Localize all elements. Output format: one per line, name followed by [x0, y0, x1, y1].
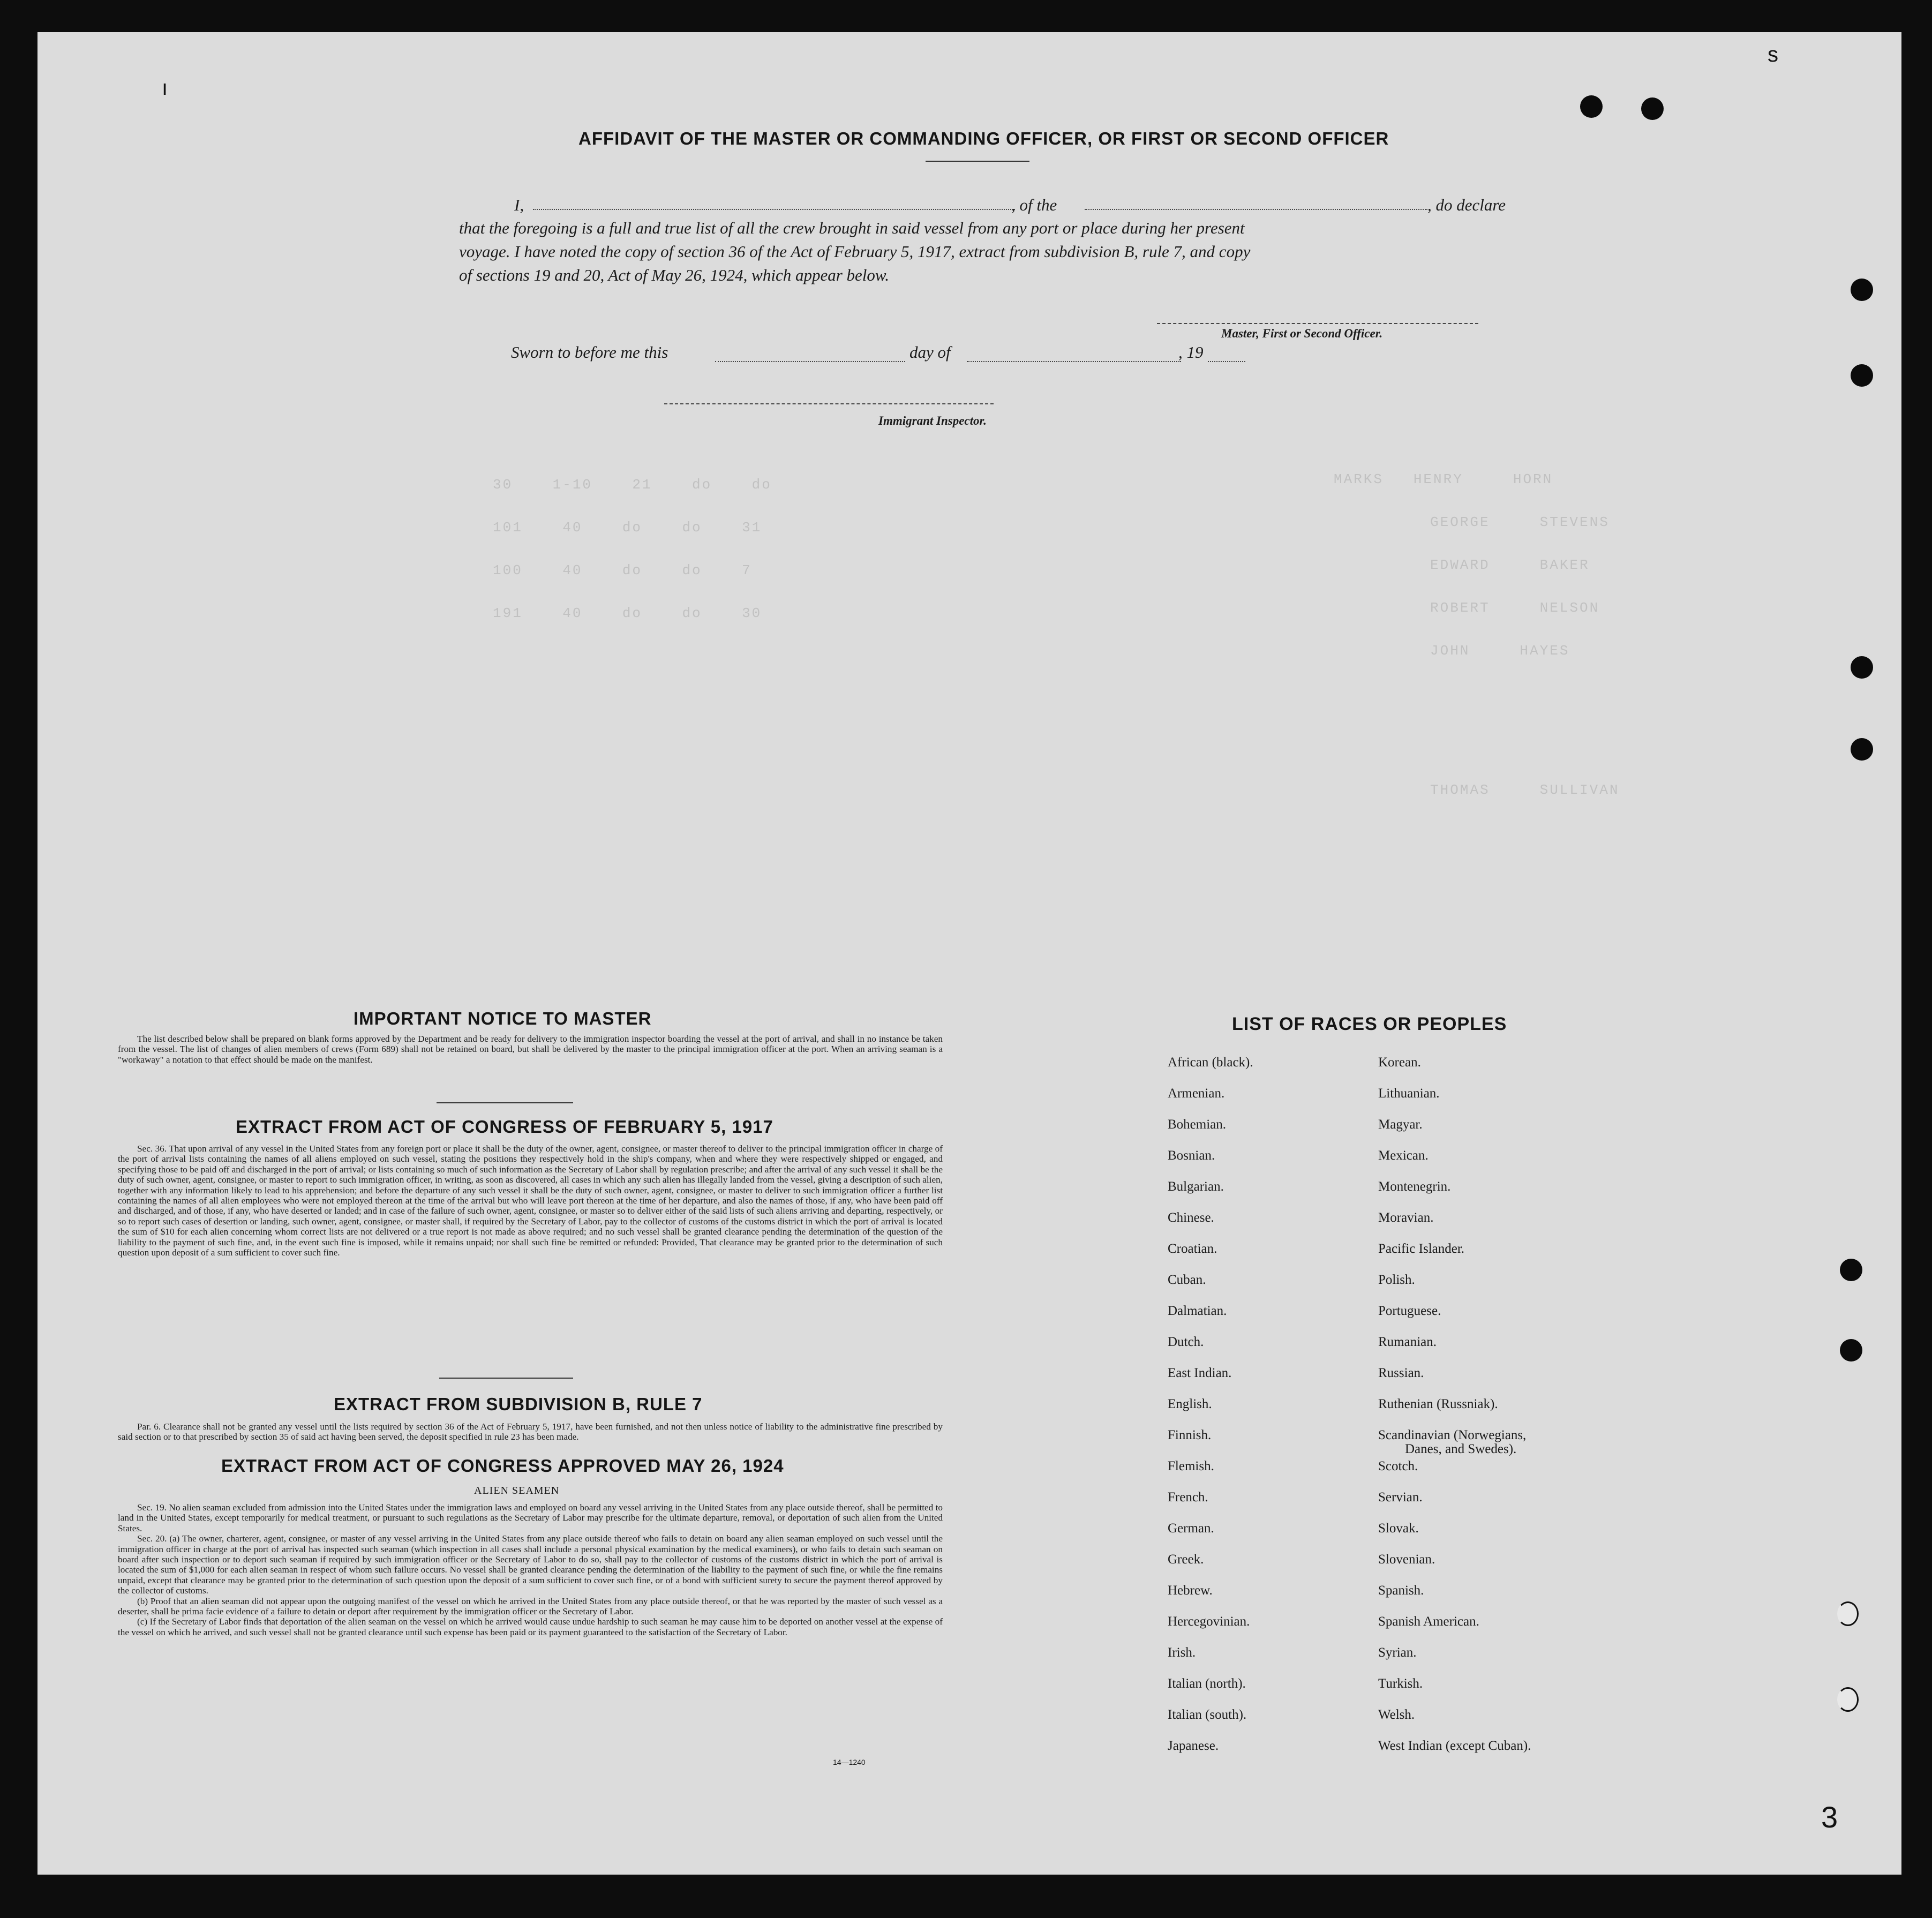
master-signature-field[interactable] [1157, 323, 1478, 324]
affidavit-line: of sections 19 and 20, Act of May 26, 1924, which appear below. [459, 266, 890, 284]
race-item: East Indian. [1168, 1366, 1232, 1380]
race-item: Korean. [1378, 1055, 1421, 1070]
race-item: Pacific Islander. [1378, 1242, 1465, 1256]
divider [926, 161, 1029, 162]
affidavit-of-the: , of the [1011, 195, 1057, 214]
race-item: Finnish. [1168, 1428, 1212, 1442]
extract-rule7-body [118, 1421, 943, 1442]
race-item: Rumanian. [1378, 1335, 1437, 1349]
notice-body [118, 1034, 943, 1065]
race-item: Cuban. [1168, 1273, 1206, 1287]
day-of-text: day of [909, 343, 951, 362]
race-item: Italian (north). [1168, 1676, 1246, 1691]
vessel-field[interactable] [1085, 209, 1427, 210]
races-title: LIST OF RACES OR PEOPLES [1232, 1014, 1507, 1034]
affidavit-line: voyage. I have noted the copy of section 36 of the Act of February 5, 1917, extract from subdivision B, rule 7, and copy [459, 242, 1251, 261]
extract-1917-body [118, 1144, 943, 1258]
race-item: Slovenian. [1378, 1552, 1435, 1567]
affidavit-title: AFFIDAVIT OF THE MASTER OR COMMANDING OFFICER, OR FIRST OR SECOND OFFICER [578, 129, 1389, 148]
race-item: Bohemian. [1168, 1117, 1227, 1132]
rule7-paragraph: Par. 6. Clearance shall not be granted any vessel until the lists required by section 36 of the Act of February 5, 1917, have been furnished, and not then unless notice of liability to the administrative fine prescribed by said section or to that prescribed by section 35 of said act having been served, the deposit specified in rule 23 has been made. [118, 1421, 943, 1442]
race-item: Scandinavian (Norwegians, [1378, 1428, 1527, 1442]
punch-hole [1641, 97, 1664, 120]
race-item: Lithuanian. [1378, 1086, 1440, 1101]
race-item: African (black). [1168, 1055, 1253, 1070]
punch-hole [1851, 364, 1873, 387]
race-item: Mexican. [1378, 1148, 1429, 1163]
sworn-day-field[interactable] [715, 361, 905, 362]
notice-paragraph: The list described below shall be prepared on blank forms approved by the Department and be ready for delivery to the immigration inspector boarding the vessel at the port of arrival, and shall in no instance be taken from the vessel. The list of changes of alien members of crews (Form 689) shall not be retained on board, but shall be delivered by the master to the principal immigration officer at the port. When an arriving seaman is a "workaway" a notation to that effect should be made on the manifest. [118, 1034, 943, 1065]
page-mark: ı [162, 76, 168, 100]
punch-hole [1851, 656, 1873, 679]
race-item: Armenian. [1168, 1086, 1225, 1101]
race-item: Hebrew. [1168, 1583, 1213, 1598]
race-item: West Indian (except Cuban). [1378, 1739, 1531, 1753]
race-item: French. [1168, 1490, 1208, 1505]
section-20a-paragraph: Sec. 20. (a) The owner, charterer, agent, consignee, or master of any vessel arriving in the United States from any place outside thereof who fails to detain on board any alien seaman employed on such vessel until the immigration officer in charge at the port of arrival has inspected such seaman (which inspection in all cases shall include a personal physical examination by the medical examiners), or who fails to detain such seaman on board after such inspection or to deport such seaman if required by such immigration officer or the Secretary of Labor to do so, shall pay to the collector of customs of the customs district in which the port of arrival is located the sum of $1,000 for each alien seaman in respect of whom such failure occurs. No vessel shall be granted clearance pending the determination of the liability to the payment of such fine, or while the fine remains unpaid, except that clearance may be granted prior to the determination of such question upon the deposit of a sum sufficient to cover such fine, or of a bond with sufficient surety to secure the payment thereof approved by the collector of customs. [118, 1533, 943, 1596]
year-text: , 19 [1178, 343, 1204, 362]
race-item-continuation: Danes, and Swedes). [1405, 1442, 1517, 1456]
race-item: Montenegrin. [1378, 1179, 1451, 1194]
affidavit-line: that the foregoing is a full and true list of all the crew brought in said vessel from any port or place during her present [459, 219, 1245, 237]
sworn-year-field[interactable] [1208, 361, 1245, 362]
punch-hole [1837, 1601, 1859, 1626]
race-item: German. [1168, 1521, 1214, 1536]
section-36-paragraph: Sec. 36. That upon arrival of any vessel in the United States from any foreign port or place it shall be the duty of the owner, agent, consignee, or master thereof to deliver to the principal immigration officer in charge of the port of arrival lists containing the names of all aliens employed on such vessel, stating the positions they respectively hold in the ship's company, when and where they were respectively shipped or engaged, and specifying those to be paid off and discharged in the port of arrival; or lists containing so much of such information as the Secretary of Labor shall by regulation prescribe; and after the arrival of any such vessel it shall be the duty of such owner, agent, consignee, or master to report to such immigration officer, in writing, as soon as discovered, all cases in which any such alien has illegally landed from the vessel, giving a description of such alien, together with any information likely to lead to his apprehension; and before the departure of any such vessel it shall be the duty of such owner, agent, consignee, or master to deliver to such immigration officer a further list containing the names of all alien employees who were not employed thereon at the time of the arrival but who will leave port thereon at the time of her departure, and also the names of those, if any, who have been paid off and discharged, and of those, if any, who have deserted or landed; and in case of the failure of such owner, agent, consignee, or master so to deliver either of the said lists of such aliens arriving and departing, respectively, or so to report such cases of desertion or landing, such owner, agent, consignee, or master shall, if required by the Secretary of Labor, pay to the collector of customs of the customs district in which the port of arrival is located the sum of $10 for each alien concerning whom correct lists are not delivered or a true report is not made as above required; and no such vessel shall be granted clearance pending the determination of the question of the liability to the payment of such fine, and, in the event such fine is imposed, while it remains unpaid; nor shall such fine be remitted or refunded: Provided, That clearance may be granted prior to the determination of such question upon deposit of a sum sufficient to cover such fine. [118, 1144, 943, 1258]
race-item: Bosnian. [1168, 1148, 1215, 1163]
sworn-month-field[interactable] [967, 361, 1181, 362]
race-item: Irish. [1168, 1645, 1196, 1660]
punch-hole [1837, 1687, 1859, 1712]
sworn-text: Sworn to before me this [511, 343, 668, 362]
race-item: Scotch. [1378, 1459, 1418, 1473]
race-item: Italian (south). [1168, 1708, 1247, 1722]
divider [439, 1378, 573, 1379]
extract-1924-title: EXTRACT FROM ACT OF CONGRESS APPROVED MAY 26, 1924 [221, 1456, 784, 1476]
race-item: English. [1168, 1397, 1212, 1411]
punch-hole [1840, 1339, 1862, 1362]
race-item: Hercegovinian. [1168, 1614, 1250, 1629]
race-item: Spanish American. [1378, 1614, 1479, 1629]
punch-hole [1851, 279, 1873, 301]
page-mark: s [1768, 43, 1778, 66]
race-item: Dalmatian. [1168, 1304, 1227, 1318]
name-field[interactable] [533, 209, 1015, 210]
section-20c-paragraph: (c) If the Secretary of Labor finds that deportation of the alien seaman on the vessel on which he arrived would cause undue hardship to such seaman he may cause him to be deported on another vessel at the expense of the vessel on which he arrived, and such vessel shall not be granted clearance until such expense has been paid or its payment guaranteed to the satisfaction of the Secretary of Labor. [118, 1616, 943, 1637]
affidavit-declare: , do declare [1427, 195, 1506, 214]
affidavit-i: I, [514, 195, 524, 214]
section-20b-paragraph: (b) Proof that an alien seaman did not appear upon the outgoing manifest of the vessel on which he arrived in the United States from any place outside thereof, or that he was reported by the master of such vessel as a deserter, shall be prima facie evidence of a failure to detain or deport after requirement by the immigration officer or the Secretary of Labor. [118, 1596, 943, 1617]
race-item: Magyar. [1378, 1117, 1423, 1132]
race-item: Polish. [1378, 1273, 1415, 1287]
race-item: Greek. [1168, 1552, 1204, 1567]
race-item: Portuguese. [1378, 1304, 1441, 1318]
race-item: Turkish. [1378, 1676, 1423, 1691]
punch-hole [1851, 738, 1873, 761]
inspector-label: Immigrant Inspector. [878, 414, 987, 427]
race-item: Dutch. [1168, 1335, 1204, 1349]
punch-hole [1580, 95, 1603, 118]
extract-1924-body [118, 1502, 943, 1637]
race-item: Slovak. [1378, 1521, 1419, 1536]
race-item: Flemish. [1168, 1459, 1214, 1473]
race-item: Servian. [1378, 1490, 1423, 1505]
race-item: Bulgarian. [1168, 1179, 1224, 1194]
divider [437, 1102, 573, 1103]
race-item: Spanish. [1378, 1583, 1424, 1598]
race-item: Ruthenian (Russniak). [1378, 1397, 1498, 1411]
extract-1917-title: EXTRACT FROM ACT OF CONGRESS OF FEBRUARY 5, 1917 [236, 1117, 773, 1137]
inspector-signature-field[interactable] [664, 403, 994, 404]
punch-hole [1840, 1259, 1862, 1281]
race-item: Japanese. [1168, 1739, 1219, 1753]
race-item: Moravian. [1378, 1210, 1434, 1225]
document-sheet: MARKS HENRY HORN GEORGE STEVENS EDWARD BAKER ROBERT NELSON JOHN HAYES THOMAS SULLIVAN 30 1-10 21 do do 101 40 do do 31 100 40 do do 7 191 40 do do 30 ı s 3 AFFIDAVIT OF THE MASTER OR COMMANDING OFFICER, OR FIRST OR SECOND OFFICER I, , of the , do declare that the foregoing is a full and true list of all the crew brought in said vessel from any port or place during her present voyage. I have noted the copy of section 36 of the Act of February 5, 1917, extract from subdivision B, rule 7, and copy of sections 19 and 20, Act of May 26, 1924, which appear below. Master, First or Second Officer. Sworn to before me this day of , 19 Immigrant Inspector. IMPORTANT NOTICE TO MASTER The list described below shall be prepared on blank forms approved by the Department and be ready for delivery to the immigration inspector boarding the vessel at the port of arrival, and shall in no instance be taken from the vessel. The list of changes of alien members of crews (Form 689) shall not be retained on board, but shall be delivered by the master to the principal immigration officer at the port. When an arriving seaman is a "workaway" a notation to that effect should be made on the manifest. EXTRACT FROM ACT OF CONGRESS OF FEBRUARY 5, 1917 Sec. 36. That upon arrival of any vessel in the United States from any foreign port or place it shall be the duty of the owner, agent, consignee, or master thereof to deliver to the principal immigration officer in charge of the port of arrival lists containing the names of all aliens employed on such vessel, stating the positions they respectively hold in the ship's company, when and where they were respectively shipped or engaged, and specifying those to be paid off and discharged in the port of arrival; or lists containing so much of such information as the Secretary of Labor shall by regulation prescribe; and after the arrival of any such vessel it shall be the duty of such owner, agent, consignee, or master to report to such immigration officer, in writing, as soon as discovered, all cases in which any such alien has illegally landed from the vessel, giving a description of such alien, together with any information likely to lead to his apprehension; and before the departure of any such vessel it shall be the duty of such owner, agent, consignee, or master to deliver to such immigration officer a further list containing the names of all alien employees who were not employed thereon at the time of the arrival but who will leave port thereon at the time of her departure, and also the names of those, if any, who have been paid off and discharged, and of those, if any, who have deserted or landed; and in case of the failure of such owner, agent, consignee, or master so to deliver either of the said lists of such aliens arriving and departing, respectively, or so to report such cases of desertion or landing, such owner, agent, consignee, or master shall, if required by the Secretary of Labor, pay to the collector of customs of the customs district in which the port of arrival is located the sum of $10 for each alien concerning whom correct lists are not delivered or a true report is not made as above required; and no such vessel shall be granted clearance pending the determination of the question of the liability to the payment of such fine, and, in the event such fine is imposed, while it remains unpaid; nor shall such fine be remitted or refunded: Provided, That clearance may be granted prior to the determination of such question upon deposit of a sum sufficient to cover such fine. EXTRACT FROM SUBDIVISION B, RULE 7 Par. 6. Clearance shall not be granted any vessel until the lists required by section 36 of the Act of February 5, 1917, have been furnished, and not then unless notice of liability to the administrative fine prescribed by said section or to that prescribed by section 35 of said act having been served, the deposit specified in rule 23 has been made. EXTRACT FROM ACT OF CONGRESS APPROVED MAY 26, 1924 ALIEN SEAMEN Sec. 19. No alien seaman excluded from admission into the United States under the immigration laws and employed on board any vessel arriving in the United States from any place outside thereof, shall be permitted to land in the United States, except temporarily for medical treatment, or pursuant to such regulations as the Secretary of Labor may prescribe for the ultimate departure, removal, or deportation of such alien from the United States. Sec. 20. (a) The owner, charterer, agent, consignee, or master of any vessel arriving in the United States from any place outside thereof who fails to detain on board any alien seaman employed on such vessel until the immigration officer in charge at the port of arrival has inspected such seaman (which inspection in all cases shall include a personal physical examination by the medical examiners), or who fails to detain such seaman on board after such inspection or to deport such seaman if required by such immigration officer or the Secretary of Labor to do so, shall pay to the collector of customs of the customs district in which the port of arrival is located the sum of $1,000 for each alien seaman in respect of whom such failure occurs. No vessel shall be granted clearance pending the determination of the liability to the payment of such fine, or while the fine remains unpaid, except that clearance may be granted prior to the determination of such question upon the deposit of a sum sufficient to cover such fine, or of a bond with sufficient surety to secure the payment thereof approved by the collector of customs. (b) Proof that an alien seaman did not appear upon the outgoing manifest of the vessel on which he arrived in the United States from any place outside thereof, or that he was reported by the master of such vessel as a deserter, shall be prima facie evidence of a failure to detain or deport after requirement by the immigration officer or the Secretary of Labor. (c) If the Secretary of Labor finds that deportation of the alien seaman on the vessel on which he arrived would cause undue hardship to such seaman he may cause him to be deported on another vessel at the expense of the vessel on which he arrived, and such vessel shall not be granted clearance until such expense has been paid or its payment guaranteed to the satisfaction of the Secretary of Labor. 14—1240 LIST OF RACES OR PEOPLES African (black). Armenian. Bohemian. Bosnian. Bulgarian. Chinese. Croatian. Cuban. Dalmatian. Dutch. East Indian. English. Finnish. Flemish. French. German. Greek. Hebrew. Hercegovinian. Irish. Italian (north). Italian (south). Japanese. Korean. Lithuanian. Magyar. Mexican. Montenegrin. Moravian. Pacific Islander. Polish. Portuguese. Rumanian. Russian. Ruthenian (Russniak). Scandinavian (Norwegians, Danes, and Swedes). Scotch. Servian. Slovak. Slovenian. Spanish. Spanish American. Syrian. Turkish. Welsh. West Indian (except Cuban). [37, 32, 1901, 1875]
alien-seamen-subtitle: ALIEN SEAMEN [474, 1485, 560, 1496]
race-item: Syrian. [1378, 1645, 1417, 1660]
form-number: 14—1240 [833, 1758, 866, 1766]
notice-title: IMPORTANT NOTICE TO MASTER [354, 1009, 652, 1028]
race-item: Welsh. [1378, 1708, 1415, 1722]
race-item: Chinese. [1168, 1210, 1214, 1225]
extract-rule7-title: EXTRACT FROM SUBDIVISION B, RULE 7 [334, 1394, 703, 1414]
race-item: Russian. [1378, 1366, 1424, 1380]
race-item: Croatian. [1168, 1242, 1217, 1256]
section-19-paragraph: Sec. 19. No alien seaman excluded from admission into the United States under the immigration laws and employed on board any vessel arriving in the United States from any place outside thereof, shall be permitted to land in the United States, except temporarily for medical treatment, or pursuant to such regulations as the Secretary of Labor may prescribe for the ultimate departure, removal, or deportation of such alien from the United States. [118, 1502, 943, 1533]
page-mark: 3 [1821, 1800, 1838, 1834]
master-signature-label: Master, First or Second Officer. [1221, 327, 1383, 340]
